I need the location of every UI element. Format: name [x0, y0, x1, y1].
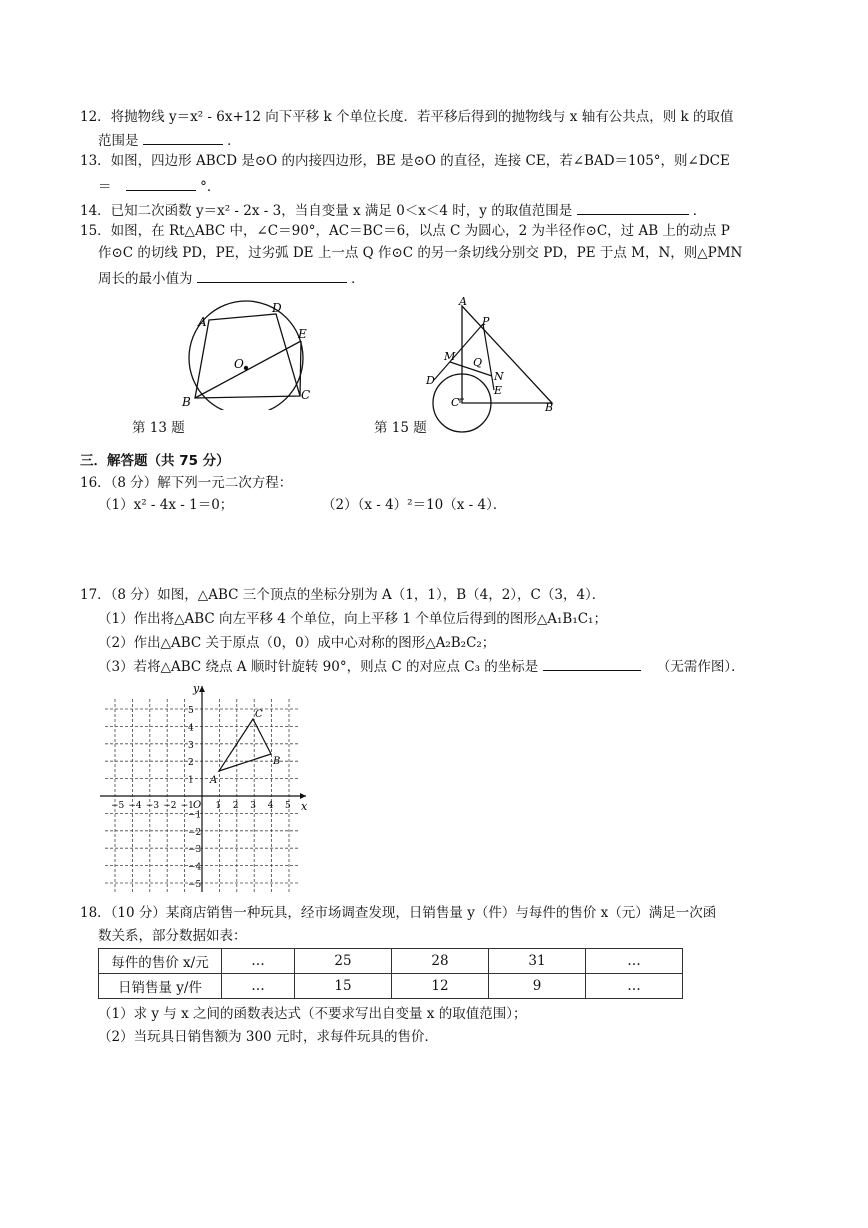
label-b: B: [182, 395, 191, 409]
q15-line3-prefix: 周长的最小值为: [98, 271, 193, 287]
label-n: N: [494, 370, 504, 383]
x-tick-label: −2: [163, 801, 177, 811]
coordinate-grid: [98, 682, 310, 894]
table-cell: 31: [489, 949, 586, 974]
q12-line2: [98, 130, 241, 150]
q17-part1: （1）作出将△ABC 向左平移 4 个单位，向上平移 1 个单位后得到的图形△A₁B₁C₁；: [98, 611, 607, 627]
label-p: P: [482, 315, 490, 328]
q14-answer-blank[interactable]: [577, 200, 689, 215]
q15-line3: [98, 268, 365, 288]
q12-line2-suffix: ．: [227, 133, 241, 149]
label-a: A: [198, 315, 207, 329]
tangent-pd: [434, 324, 483, 380]
y-tick-labels: [188, 706, 202, 890]
label-a: A: [459, 295, 467, 308]
y-tick-label: 3: [188, 740, 194, 751]
table-cell: 28: [392, 949, 489, 974]
table-cell: 15: [295, 974, 392, 999]
y-tick-label: 4: [188, 723, 194, 734]
y-tick-label: −1: [188, 810, 202, 821]
x-tick-label: −3: [145, 801, 160, 811]
q13-line2-prefix: ＝: [98, 179, 112, 195]
y-axis-label: y: [193, 682, 200, 695]
point-label-a: A: [210, 775, 218, 786]
y-tick-label: −3: [188, 845, 202, 856]
table-cell: 25: [295, 949, 392, 974]
q17-part3-suffix: （无需作图）．: [656, 659, 745, 675]
q13-answer-blank[interactable]: [126, 176, 196, 191]
table-cell: 12: [392, 974, 489, 999]
quad-abcd: [195, 314, 300, 398]
y-tick-label: 1: [188, 775, 194, 786]
x-tick-label: 5: [285, 801, 291, 811]
table-cell: …: [222, 974, 295, 999]
q17-stem: 17．（8 分）如图，△ABC 三个顶点的坐标分别为 A（1，1），B（4，2），C（3，4）．: [80, 587, 606, 603]
q17-part2: （2）作出△ABC 关于原点（0，0）成中心对称的图形△A₂B₂C₂；: [98, 635, 496, 651]
figure-13: [180, 300, 330, 410]
q13-line1: 13．如图，四边形 ABCD 是⊙O 的内接四边形，BE 是⊙O 的直径，连接 CE，若∠BAD＝105°，则∠DCE: [80, 153, 730, 169]
figure-13-caption: 第 13 题: [132, 420, 185, 436]
point-label-c: C: [255, 709, 263, 720]
label-c: C: [451, 396, 460, 409]
label-d: D: [272, 301, 282, 315]
origin-label: O: [193, 800, 202, 811]
y-axis-arrow: [199, 686, 205, 692]
table-cell: 日销售量 y/件: [99, 974, 222, 999]
q12-line1: 12．将抛物线 y＝x² - 6x+12 向下平移 k 个单位长度．若平移后得到的抛物线与 x 轴有公共点，则 k 的取值: [80, 109, 734, 125]
x-tick-label: 1: [215, 801, 222, 811]
q14-text: 14．已知二次函数 y＝x² - 2x - 3，当自变量 x 满足 0＜x＜4 时，y 的取值范围是: [80, 203, 573, 219]
q18-line2: 数关系，部分数据如表：: [98, 928, 247, 944]
figure-15-caption: 第 15 题: [374, 420, 427, 436]
x-tick-label: −1: [180, 801, 194, 811]
tangent-mn: [450, 362, 492, 376]
q18-part2: （2）当玩具日销售额为 300 元时，求每件玩具的售价．: [98, 1029, 438, 1045]
x-tick-label: 4: [267, 801, 274, 811]
table-row: [99, 949, 683, 974]
x-tick-label: −4: [128, 801, 142, 811]
y-tick-label: −5: [188, 880, 202, 890]
label-q: Q: [473, 356, 483, 369]
table-cell: …: [586, 974, 683, 999]
y-tick-label: 5: [188, 706, 194, 716]
q14-line: [80, 200, 706, 220]
y-tick-label: −4: [188, 862, 202, 873]
x-axis-label: x: [301, 800, 308, 813]
table-row: [99, 974, 683, 999]
q15-line2: 作⊙C 的切线 PD，PE，过劣弧 DE 上一点 Q 作⊙C 的另一条切线分别交 PD，PE 于点 M，N，则△PMN: [98, 245, 743, 261]
triangle-abc: [462, 306, 552, 403]
y-tick-label: −2: [188, 827, 202, 838]
x-tick-label: 2: [232, 801, 239, 811]
q15-answer-blank[interactable]: [197, 268, 347, 283]
q16-part2: （2）（x - 4）²＝10（x - 4）．: [322, 497, 507, 513]
x-tick-label: −5: [111, 801, 125, 811]
label-e: E: [298, 327, 307, 341]
y-tick-label: 2: [188, 758, 194, 769]
label-d: D: [426, 374, 435, 387]
q13-line2: [98, 176, 220, 196]
label-b: B: [545, 401, 554, 414]
q12-answer-blank[interactable]: [143, 130, 223, 145]
label-e: E: [494, 384, 503, 397]
figure-15: [420, 294, 560, 434]
q15-line3-suffix: ．: [351, 271, 365, 287]
section-3-title: 三．解答题（共 75 分）: [80, 453, 230, 469]
x-axis-arrow: [300, 793, 306, 799]
x-tick-label: 3: [250, 801, 256, 811]
diameter-be: [195, 341, 301, 398]
point-label-b: B: [273, 756, 281, 767]
label-o: O: [234, 357, 244, 371]
label-m: M: [444, 350, 456, 363]
q18-line1: 18．（10 分）某商店销售一种玩具，经市场调查发现，日销售量 y（件）与每件的售价 x（元）满足一次函: [80, 905, 717, 921]
table-cell: …: [586, 949, 683, 974]
table-cell: 9: [489, 974, 586, 999]
label-c: C: [301, 388, 311, 402]
q18-part1: （1）求 y 与 x 之间的函数表达式（不要求写出自变量 x 的取值范围）；: [98, 1006, 527, 1022]
q13-line2-suffix: °．: [200, 179, 221, 195]
q17-part3-prefix: （3）若将△ABC 绕点 A 顺时针旋转 90°，则点 C 的对应点 C₃ 的坐标是: [98, 659, 539, 675]
q17-part3: [98, 656, 745, 676]
q16-stem: 16．（8 分）解下列一元二次方程：: [80, 475, 293, 491]
table-cell: …: [222, 949, 295, 974]
center-point-o: [244, 366, 248, 370]
q12-line2-prefix: 范围是: [98, 133, 139, 149]
q17-answer-blank[interactable]: [543, 656, 641, 671]
price-sales-table: [98, 948, 683, 999]
q16-part1: （1）x² - 4x - 1＝0；: [98, 497, 234, 513]
table-cell: 每件的售价 x/元: [99, 949, 222, 974]
q14-suffix: ．: [692, 203, 707, 219]
q15-line1: 15．如图，在 Rt△ABC 中，∠C＝90°，AC＝BC＝6，以点 C 为圆心，2 为半径作⊙C，过 AB 上的动点 P: [80, 223, 730, 239]
